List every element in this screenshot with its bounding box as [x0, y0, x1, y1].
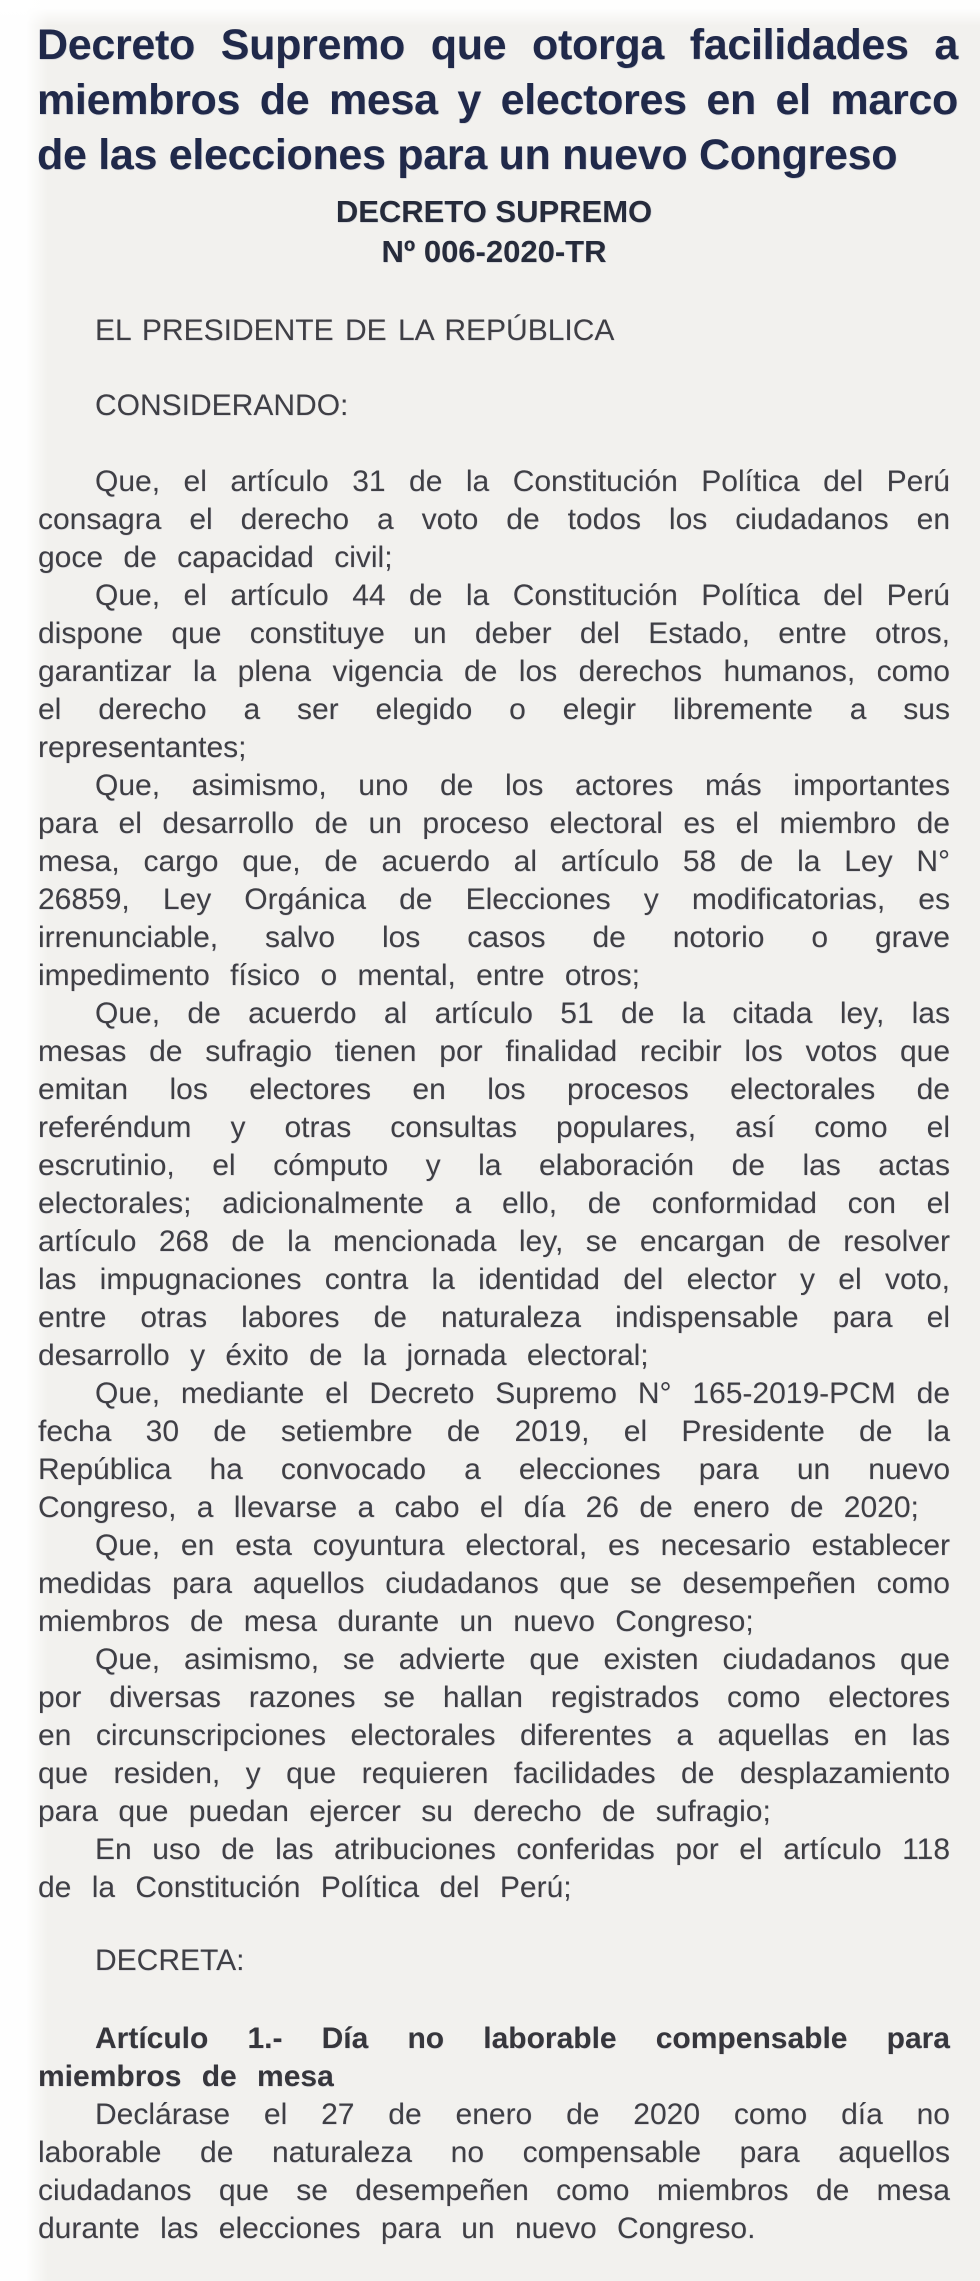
decree-heading-line1: DECRETO SUPREMO — [335, 194, 653, 229]
considering-paragraph-1: Que, el artículo 31 de la Constitución Política del Perú consagra el derecho a voto de todos los ciudadanos en goce de capacidad civil; — [38, 465, 950, 574]
considering-paragraph-6: Que, en esta coyuntura electoral, es necesario establecer medidas para aquellos ciudadanos que se desempeñen como miembros de mesa durante un nuevo Congreso; — [38, 1529, 950, 1638]
decree-heading-line2: Nº 006-2020-TR — [381, 234, 607, 269]
decree-label: DECRETA: — [95, 1944, 245, 1977]
article-1-heading: Artículo 1.- Día no laborable compensable para miembros de mesa — [38, 2022, 950, 2093]
attributions-paragraph: En uso de las atribuciones conferidas por el artículo 118 de la Constitución Política del Perú; — [38, 1833, 950, 1904]
considering-paragraph-2: Que, el artículo 44 de la Constitución Política del Perú dispone que constituye un deber del Estado, entre otros, garantizar la plena vigencia de los derechos humanos, como el derecho a ser elegido o elegir libremente a sus representantes; — [38, 579, 950, 764]
article-1-body: Declárase el 27 de enero de 2020 como día no laborable de naturaleza no compensable para aquellos ciudadanos que se desempeñen como miembros de mesa durante las elecciones para un nuevo Congreso. — [38, 2098, 950, 2245]
decree-number-heading — [38, 192, 950, 272]
salutation-line: EL PRESIDENTE DE LA REPÚBLICA — [95, 314, 615, 347]
considering-paragraph-4: Que, de acuerdo al artículo 51 de la citada ley, las mesas de sufragio tienen por finalidad recibir los votos que emitan los electores en los procesos electorales de referéndum y otras consultas populares, así como el escrutinio, el cómputo y la elaboración de las actas electorales; adicionalmente a ello, de conformidad con el artículo 268 de la mencionada ley, se encargan de resolver las impugnaciones contra la identidad del elector y el voto, entre otras labores de naturaleza indispensable para el desarrollo y éxito de la jornada electoral; — [38, 997, 950, 1372]
considering-paragraph-5: Que, mediante el Decreto Supremo N° 165-2019-PCM de fecha 30 de setiembre de 2019, el Presidente de la República ha convocado a elecciones para un nuevo Congreso, a llevarse a cabo el día 26 de enero de 2020; — [38, 1377, 950, 1524]
considering-label: CONSIDERANDO: — [95, 389, 349, 422]
considering-paragraph-7: Que, asimismo, se advierte que existen ciudadanos que por diversas razones se hallan registrados como electores en circunscripciones electorales diferentes a aquellas en las que residen, y que requieren facilidades de desplazamiento para que puedan ejercer su derecho de sufragio; — [38, 1643, 950, 1828]
document-title: Decreto Supremo que otorga facilidades a miembros de mesa y electores en el marco de las elecciones para un nuevo Congreso — [37, 21, 958, 179]
considering-paragraph-3: Que, asimismo, uno de los actores más importantes para el desarrollo de un proceso electoral es el miembro de mesa, cargo que, de acuerdo al artículo 58 de la Ley N° 26859, Ley Orgánica de Elecciones y modificatorias, es irrenunciable, salvo los casos de notorio o grave impedimento físico o mental, entre otros; — [38, 769, 950, 992]
